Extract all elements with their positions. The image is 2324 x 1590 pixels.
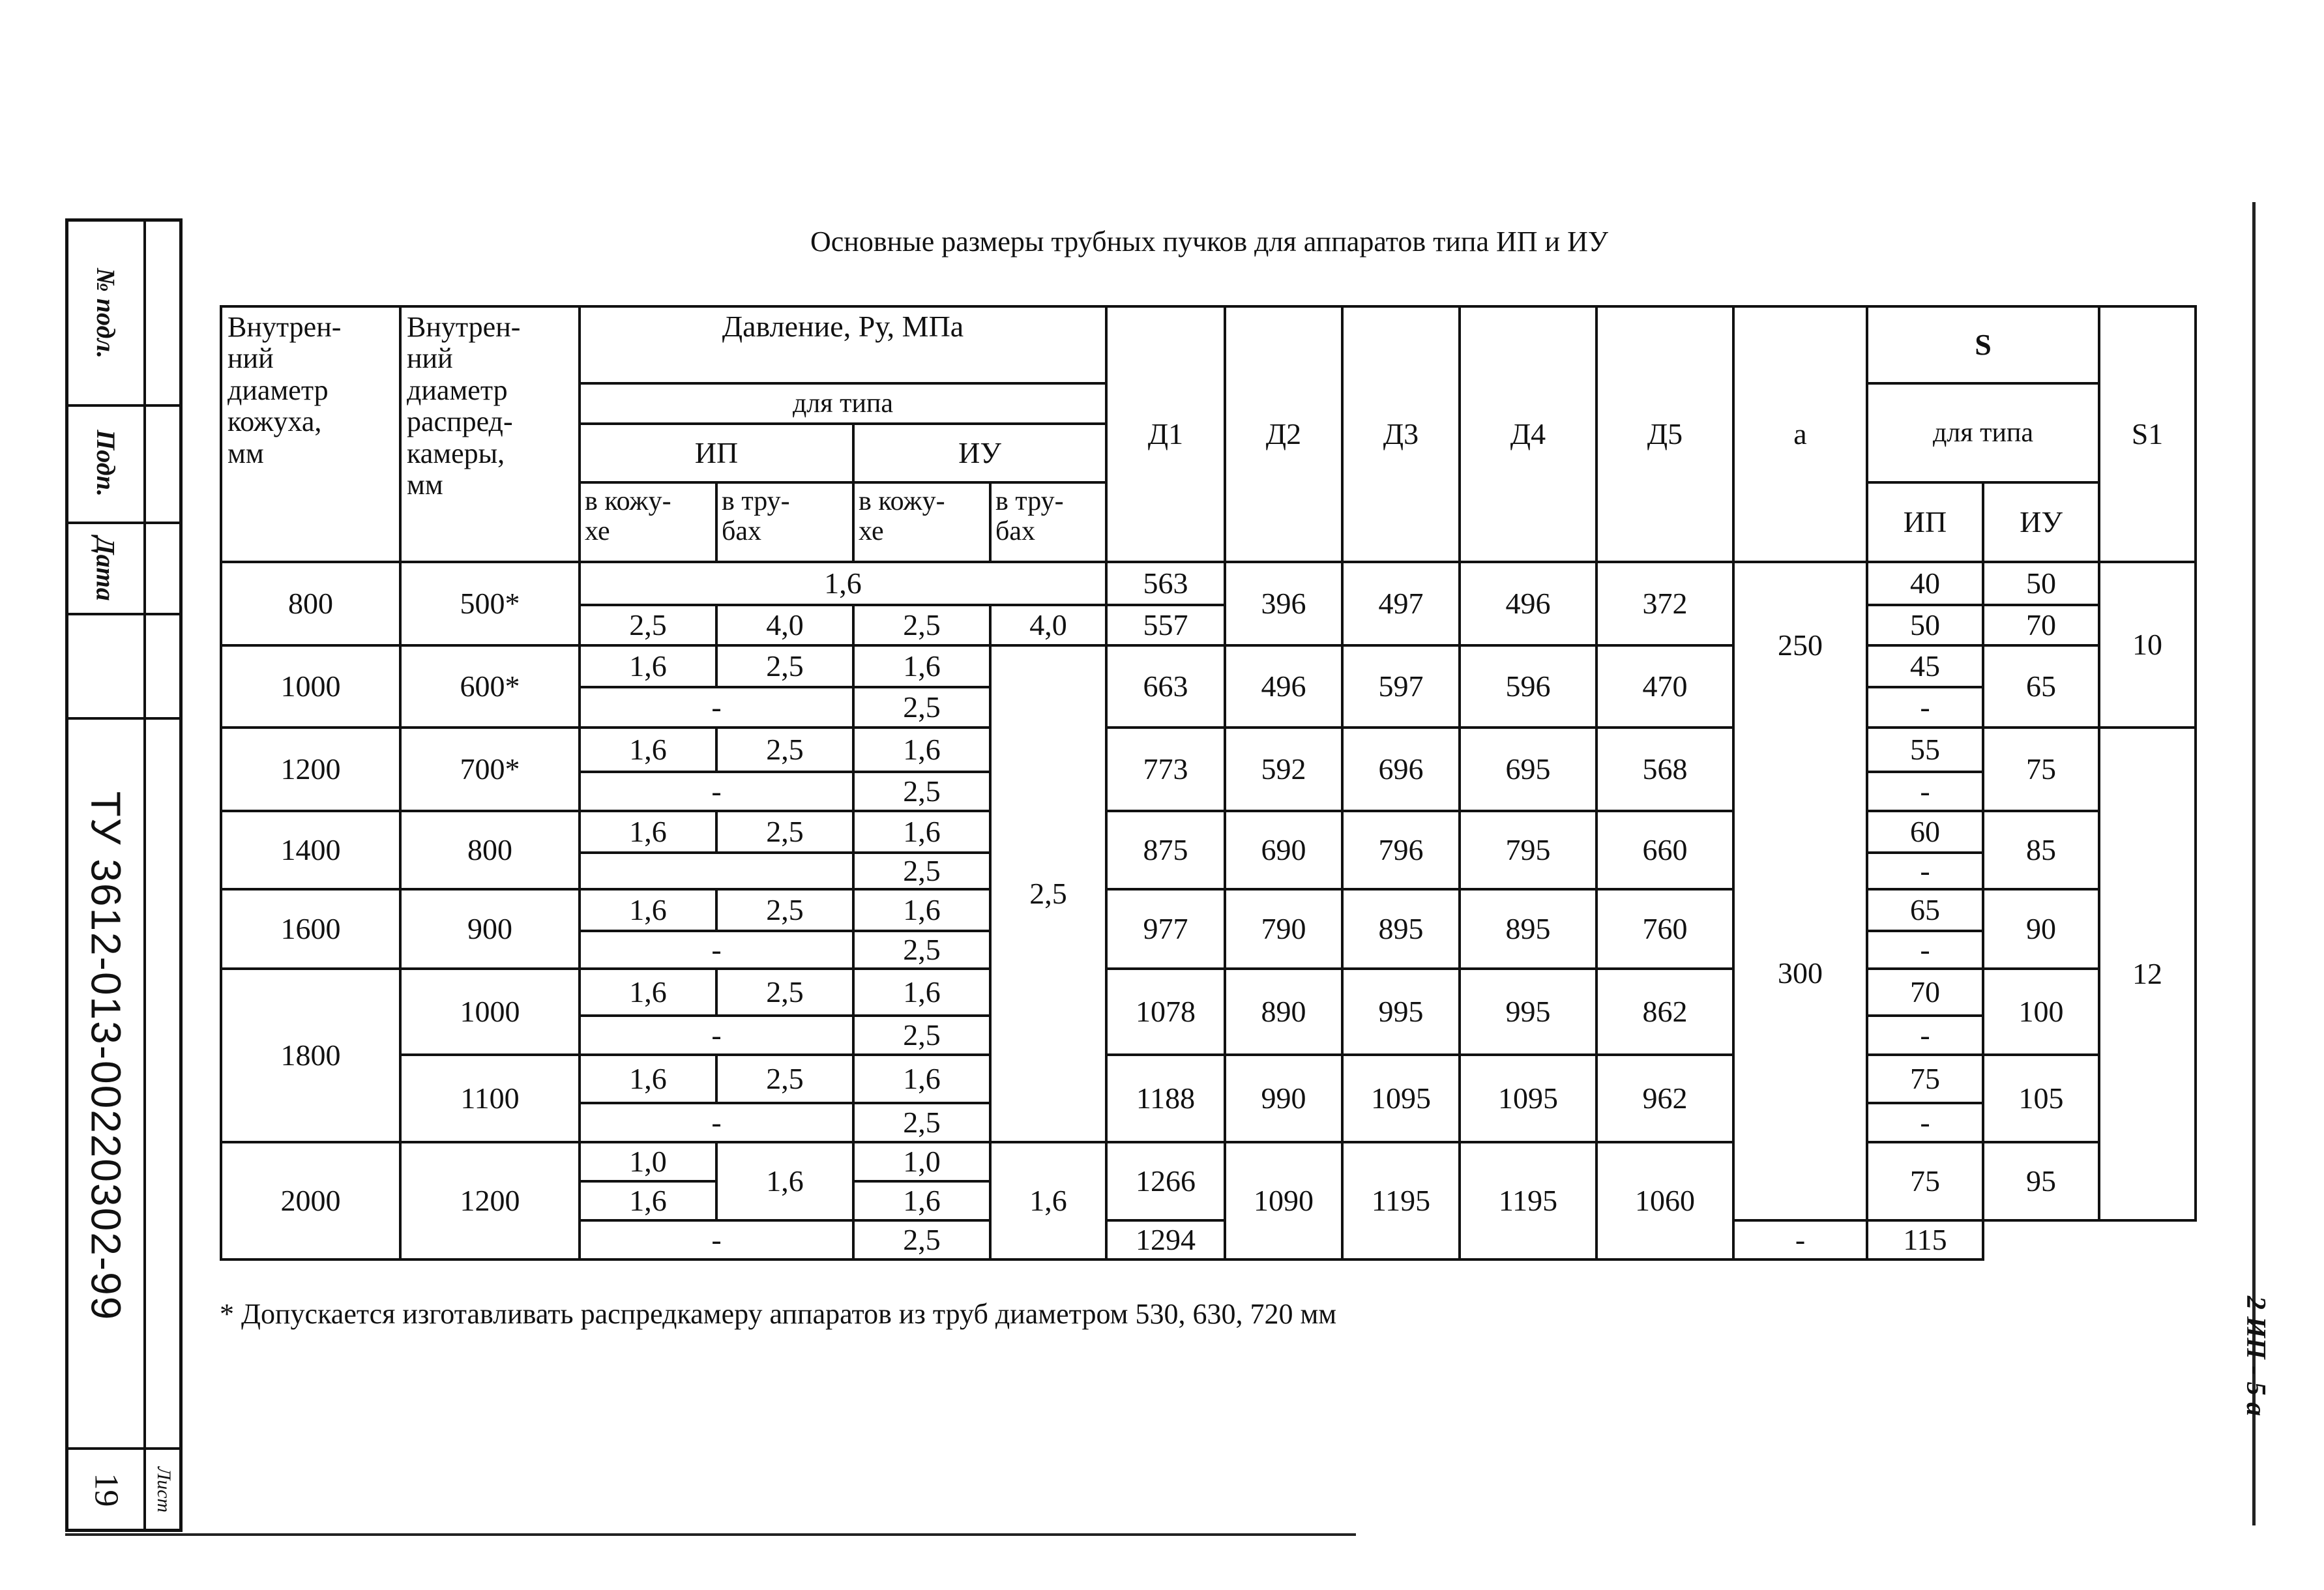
cell: 75 [1867, 1142, 1983, 1220]
cell: 1,6 [853, 1055, 990, 1103]
cell: 1100 [400, 1055, 580, 1142]
cell: 700* [400, 728, 580, 811]
cell: 1,6 [853, 889, 990, 931]
frame-bottom-line [65, 1533, 1356, 1536]
table-row [221, 645, 2196, 687]
header-iu-in-shell: в кожу- хе [853, 482, 990, 562]
cell: 900 [400, 889, 580, 969]
cell: 760 [1596, 889, 1733, 969]
cell: 2,5 [990, 645, 1106, 1142]
header-s-iu: ИУ [1983, 482, 2099, 562]
sheet-number: 19 [87, 1473, 125, 1507]
cell: 300 [1733, 728, 1867, 1220]
header-for-type: для типа [580, 383, 1106, 424]
cell: 2000 [221, 1142, 400, 1259]
cell: 105 [1983, 1055, 2099, 1142]
cell: 1,6 [853, 728, 990, 772]
cell: 2,5 [716, 645, 853, 687]
header-s-for-type: для типа [1867, 383, 2099, 482]
header-d1: Д1 [1106, 306, 1225, 562]
table-row [221, 728, 2196, 772]
table-row [221, 889, 2196, 931]
cell: 696 [1342, 728, 1460, 811]
cell: - [1867, 1016, 1983, 1055]
header-ip: ИП [580, 424, 853, 482]
cell: 1,6 [580, 889, 716, 931]
header-d5: Д5 [1596, 306, 1733, 562]
cell: 962 [1596, 1055, 1733, 1142]
header-chamber-diameter: Внутрен- ний диаметр распред- камеры, мм [400, 306, 580, 562]
header-iu: ИУ [853, 424, 1106, 482]
right-margin-note: 2 ИП - 5 а [2241, 1295, 2271, 1417]
cell: 250 [1733, 562, 1867, 728]
cell: 563 [1106, 562, 1225, 605]
cell: 660 [1596, 811, 1733, 889]
cell: 1400 [221, 811, 400, 889]
cell: 45 [1867, 645, 1983, 687]
cell: - [1867, 772, 1983, 811]
cell: 2,5 [853, 853, 990, 889]
cell: 2,5 [853, 1103, 990, 1142]
cell: 496 [1225, 645, 1342, 728]
cell: 55 [1867, 728, 1983, 772]
cell: 1,6 [716, 1142, 853, 1220]
header-s-ip: ИП [1867, 482, 1983, 562]
header-pressure: Давление, Pу, МПа [580, 306, 1106, 383]
cell: 1,0 [853, 1142, 990, 1181]
cell: 663 [1106, 645, 1225, 728]
cell: 4,0 [990, 605, 1106, 645]
cell: 497 [1342, 562, 1460, 645]
cell: 75 [1983, 728, 2099, 811]
cell: 75 [1867, 1055, 1983, 1103]
cell: 597 [1342, 645, 1460, 728]
cell: 70 [1983, 605, 2099, 645]
cell: 60 [1867, 811, 1983, 853]
cell: 372 [1596, 562, 1733, 645]
cell: 895 [1342, 889, 1460, 969]
cell: 790 [1225, 889, 1342, 969]
table-row [221, 562, 2196, 605]
cell: 1,6 [580, 1181, 716, 1220]
cell: - [580, 687, 853, 728]
cell: 1188 [1106, 1055, 1225, 1142]
footnote: * Допускается изготавливать распредкамеру аппаратов из труб диаметром 530, 630, 720 мм [220, 1298, 1337, 1330]
cell: 2,5 [853, 931, 990, 969]
cell: 2,5 [853, 1220, 990, 1259]
cell: 1095 [1342, 1055, 1460, 1142]
document-code: ТУ 3612-013-00220302-99 [82, 791, 130, 1321]
sheet-label: Лист [153, 1466, 175, 1513]
header-d2: Д2 [1225, 306, 1342, 562]
cell: 1294 [1106, 1220, 1225, 1259]
cell: 800 [400, 811, 580, 889]
header-s: S [1867, 306, 2099, 383]
cell: 795 [1460, 811, 1596, 889]
cell: 95 [1983, 1142, 2099, 1220]
table-row [221, 969, 2196, 1016]
cell: - [1867, 687, 1983, 728]
cell: 2,5 [716, 728, 853, 772]
header-iu-in-tubes: в тру- бах [990, 482, 1106, 562]
stamp-strip [65, 218, 183, 1532]
cell: 500* [400, 562, 580, 645]
cell: 1,6 [580, 1055, 716, 1103]
cell: 596 [1460, 645, 1596, 728]
cell: 85 [1983, 811, 2099, 889]
stamp-divider [68, 613, 179, 615]
cell: - [1733, 1220, 1867, 1259]
cell: 977 [1106, 889, 1225, 969]
header-d4: Д4 [1460, 306, 1596, 562]
cell: - [580, 1220, 853, 1259]
cell: 690 [1225, 811, 1342, 889]
cell: 2,5 [716, 1055, 853, 1103]
header-d3: Д3 [1342, 306, 1460, 562]
cell: 2,5 [716, 969, 853, 1016]
stamp-divider [68, 404, 179, 407]
cell: 70 [1867, 969, 1983, 1016]
cell: 65 [1867, 889, 1983, 931]
cell: 12 [2099, 728, 2196, 1220]
cell: 592 [1225, 728, 1342, 811]
cell: 557 [1106, 605, 1225, 645]
date-label: Дата [91, 537, 121, 601]
cell: - [580, 1016, 853, 1055]
cell: 1078 [1106, 969, 1225, 1055]
cell: 796 [1342, 811, 1460, 889]
cell: 1,6 [990, 1142, 1106, 1259]
cell: 1,6 [580, 728, 716, 772]
cell: 1195 [1342, 1142, 1460, 1259]
cell: 1,6 [580, 969, 716, 1016]
cell: 890 [1225, 969, 1342, 1055]
cell: 2,5 [580, 605, 716, 645]
cell: 65 [1983, 645, 2099, 728]
cell: - [580, 931, 853, 969]
cell: - [580, 1103, 853, 1142]
cell: 862 [1596, 969, 1733, 1055]
cell: 773 [1106, 728, 1225, 811]
table-row [221, 811, 2196, 853]
cell: - [1867, 1103, 1983, 1142]
cell: 1060 [1596, 1142, 1733, 1259]
cell: 50 [1867, 605, 1983, 645]
cell: 1195 [1460, 1142, 1596, 1259]
cell: - [1867, 853, 1983, 889]
cell: 895 [1460, 889, 1596, 969]
cell: 1,6 [580, 645, 716, 687]
cell: 100 [1983, 969, 2099, 1055]
cell: 995 [1342, 969, 1460, 1055]
header-ip-in-shell: в кожу- хе [580, 482, 716, 562]
cell: 600* [400, 645, 580, 728]
cell: 875 [1106, 811, 1225, 889]
cell: 50 [1983, 562, 2099, 605]
cell: 40 [1867, 562, 1983, 605]
sign-label: Подп. [91, 429, 121, 497]
header-shell-diameter: Внутрен- ний диаметр кожуха, мм [221, 306, 400, 562]
header-a: а [1733, 306, 1867, 562]
cell: 1000 [400, 969, 580, 1055]
header-ip-in-tubes: в тру- бах [716, 482, 853, 562]
cell: 90 [1983, 889, 2099, 969]
cell: 800 [221, 562, 400, 645]
cell: 2,5 [853, 605, 990, 645]
cell: 1200 [400, 1142, 580, 1259]
cell: 1,6 [853, 969, 990, 1016]
cell: 1000 [221, 645, 400, 728]
cell: 990 [1225, 1055, 1342, 1142]
dimensions-table-wrapper [220, 305, 2197, 1261]
cell-empty [580, 853, 853, 889]
cell: 695 [1460, 728, 1596, 811]
cell: 1,6 [580, 562, 1106, 605]
cell: 2,5 [716, 889, 853, 931]
table-row [221, 1055, 2196, 1103]
page-title: Основные размеры трубных пучков для аппаратов типа ИП и ИУ [810, 226, 1609, 258]
cell: 1,6 [853, 645, 990, 687]
cell: 1266 [1106, 1142, 1225, 1220]
stamp-divider [68, 522, 179, 524]
cell: 568 [1596, 728, 1733, 811]
dimensions-table [220, 305, 2197, 1261]
header-s1: S1 [2099, 306, 2196, 562]
cell: 2,5 [853, 1016, 990, 1055]
cell: 1800 [221, 969, 400, 1142]
cell: 1,6 [853, 1181, 990, 1220]
cell: - [1867, 931, 1983, 969]
cell: 396 [1225, 562, 1342, 645]
cell: 10 [2099, 562, 2196, 728]
cell: 470 [1596, 645, 1733, 728]
inv-label: № подл. [91, 267, 121, 359]
cell: - [580, 772, 853, 811]
cell: 1,0 [580, 1142, 716, 1181]
cell: 2,5 [853, 772, 990, 811]
cell: 2,5 [716, 811, 853, 853]
cell: 115 [1867, 1220, 1983, 1259]
cell: 4,0 [716, 605, 853, 645]
cell: 2,5 [853, 687, 990, 728]
cell: 1,6 [580, 811, 716, 853]
cell: 1095 [1460, 1055, 1596, 1142]
cell: 1200 [221, 728, 400, 811]
cell: 1090 [1225, 1142, 1342, 1259]
cell: 995 [1460, 969, 1596, 1055]
cell: 1,6 [853, 811, 990, 853]
cell: 1600 [221, 889, 400, 969]
cell: 496 [1460, 562, 1596, 645]
table-row [221, 1142, 2196, 1181]
